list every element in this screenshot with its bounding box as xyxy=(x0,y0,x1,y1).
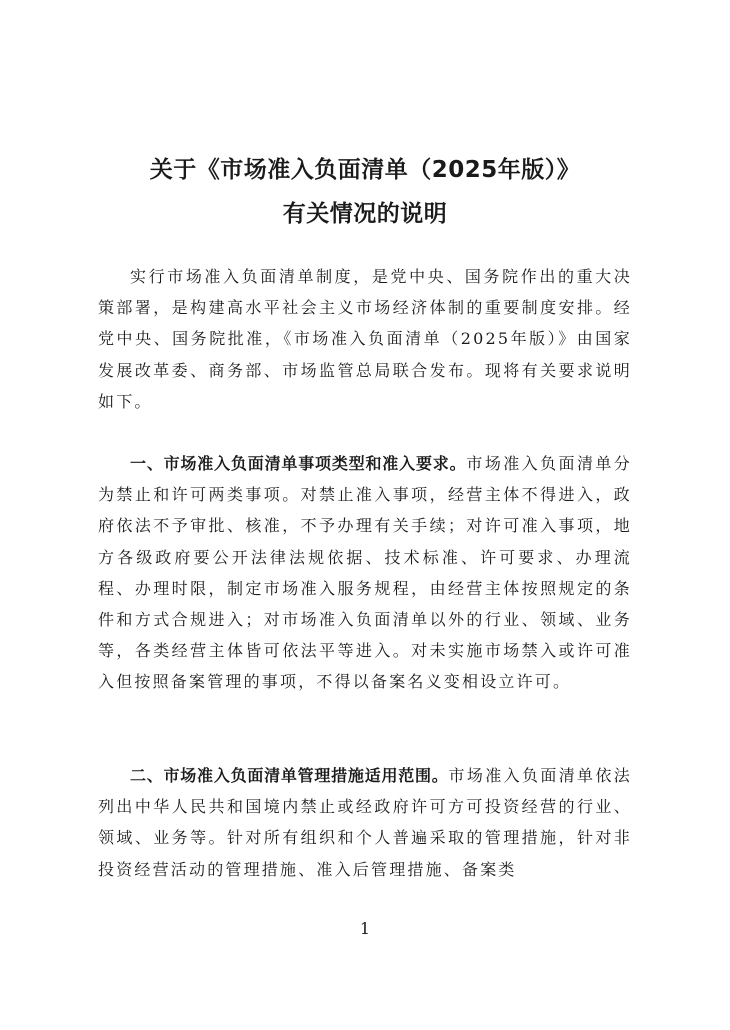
paragraph-intro-text: 实行市场准入负面清单制度，是党中央、国务院作出的重大决策部署，是构建高水平社会主义市场经济体制的重要制度安排。经党中央、国务院批准，《市场准入负面清单（2025年版）》由国家发展改革委、商务部、市场监管总局联合发布。现将有关要求说明如下。 xyxy=(98,267,632,411)
section-1-heading: 一、市场准入负面清单事项类型和准入要求。 xyxy=(130,454,467,473)
paragraph-section-1 xyxy=(98,448,632,698)
section-2-heading: 二、市场准入负面清单管理措施适用范围。 xyxy=(130,766,449,785)
page-number: 1 xyxy=(359,919,371,938)
section-1-text: 市场准入负面清单分为禁止和许可两类事项。对禁止准入事项，经营主体不得进入，政府依法不予审批、核准，不予办理有关手续；对许可准入事项，地方各级政府要公开法律法规依据、技术标准、许可要求、办理流程、办理时限，制定市场准入服务规程，由经营主体按照规定的条件和方式合规进入；对市场准入负面清单以外的行业、领域、业务等，各类经营主体皆可依法平等进入。对未实施市场禁入或许可准入但按照备案管理的事项，不得以备案名义变相设立许可。 xyxy=(98,454,632,692)
paragraph-intro xyxy=(98,261,632,417)
document-title-line-2: 有关情况的说明 xyxy=(282,201,448,227)
section-2-text: 市场准入负面清单依法列出中华人民共和国境内禁止或经政府许可方可投资经营的行业、领域、业务等。针对所有组织和个人普遍采取的管理措施，针对非投资经营活动的管理措施、准入后管理措施、备案类 xyxy=(98,766,632,879)
paragraph-section-2 xyxy=(98,760,632,885)
document-title-line-1: 关于《市场准入负面清单（2025年版）》 xyxy=(149,157,581,183)
